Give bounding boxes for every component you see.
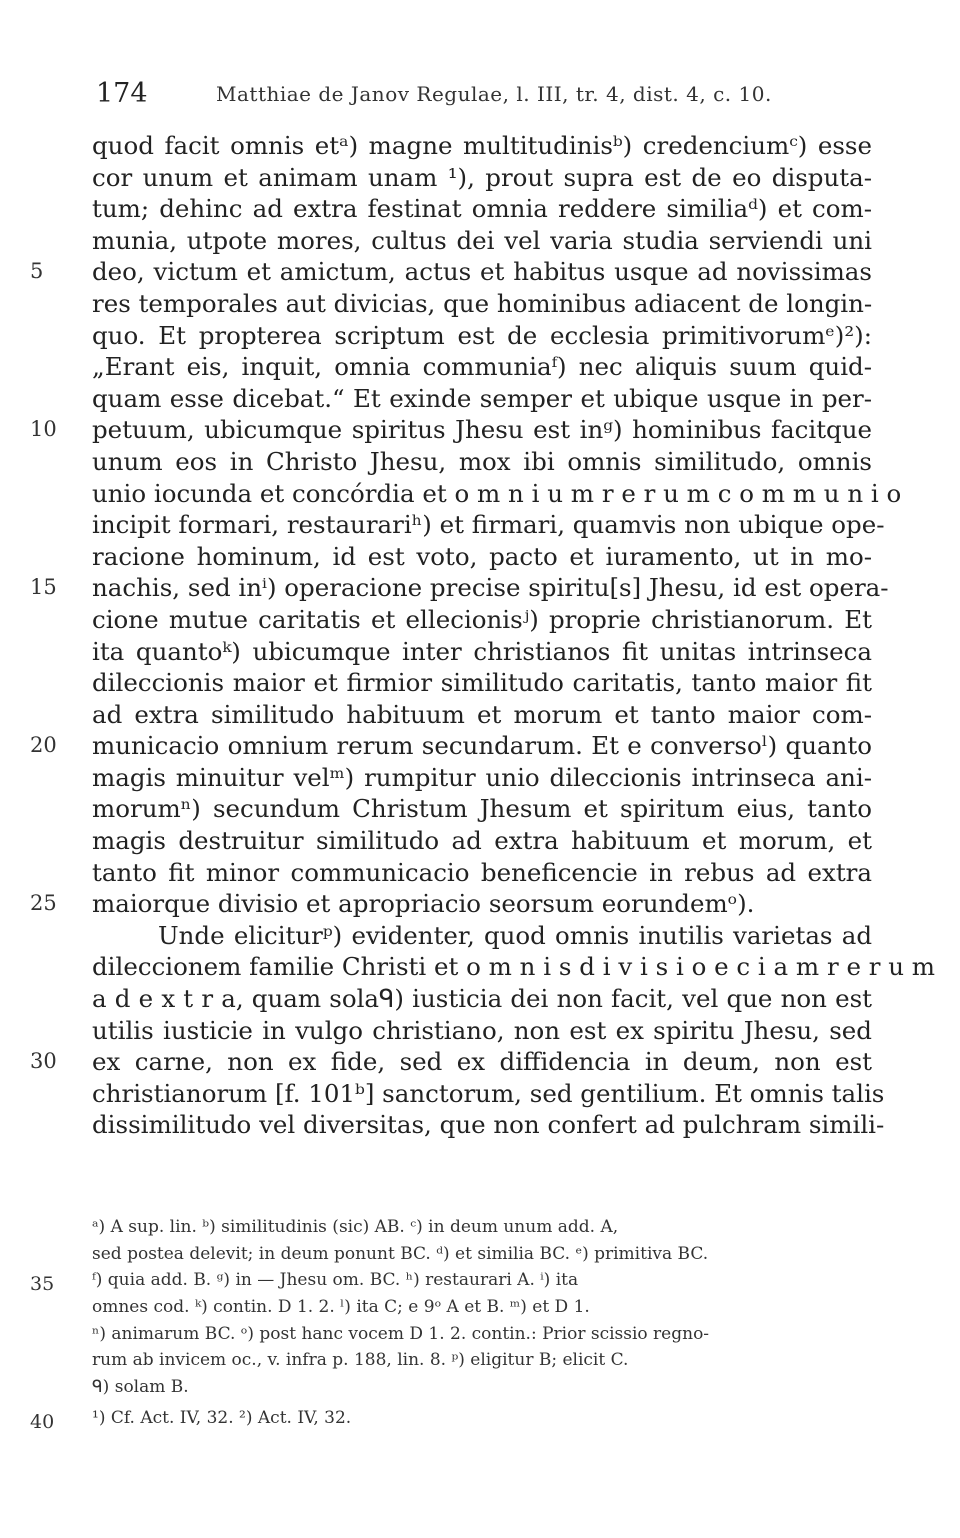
text-line	[92, 509, 885, 541]
line-text: maiorque divisio et apropriacio seorsum eorundemᵒ).	[92, 889, 755, 919]
text-line	[92, 762, 872, 794]
footnote-line	[92, 1241, 872, 1268]
line-number: 40	[30, 1410, 55, 1433]
footnote-line	[92, 1294, 872, 1321]
line-text: cor unum et animam unam ¹), prout supra est de eo disputa-	[92, 162, 872, 192]
footnote-text: ᵃ) A sup. lin. ᵇ) similitudinis (sic) AB. ᶜ) in deum unum add. A,	[92, 1217, 619, 1237]
text-line	[92, 857, 872, 889]
line-text: res temporales aut divicias, que hominibus adiacent de longin-	[92, 288, 873, 318]
line-number: 5	[30, 259, 44, 284]
footnote-line	[92, 1374, 872, 1401]
text-line	[92, 288, 872, 320]
line-text: quod facit omnis etᵃ) magne multitudinisᵇ) credenciumᶜ) esse	[92, 131, 872, 160]
line-number: 15	[30, 575, 57, 600]
line-text: quo. Et propterea scriptum est de ecclesia primitivorumᵉ)²):	[92, 320, 872, 350]
line-text: morumⁿ) secundum Christum Jhesum et spiritum eius, tanto	[92, 794, 872, 824]
text-line	[92, 225, 872, 257]
text-line	[92, 951, 936, 983]
line-text: a d e x t r a, quam solaᑫ) iusticia dei non facit, vel que non est	[92, 984, 872, 1014]
text-line	[92, 383, 872, 415]
footnote-text: omnes cod. ᵏ) contin. D 1. 2. ˡ) ita C; e 9ᵒ A et B. ᵐ) et D 1.	[92, 1297, 590, 1318]
text-line	[30, 256, 872, 288]
footnote-text: ¹) Cf. Act. IV, 32. ²) Act. IV, 32.	[92, 1407, 352, 1428]
text-line	[92, 193, 872, 225]
line-text: cione mutue caritatis et ellecionisʲ) proprie christianorum. Et	[92, 604, 872, 634]
text-line	[92, 636, 872, 668]
text-line	[92, 320, 872, 352]
footnote-text: ᶠ) quia add. B. ᵍ) in — Jhesu om. BC. ʰ) restaurari A. ⁱ) ita	[92, 1270, 579, 1291]
line-text: tanto fit minor communicacio beneficencie in rebus ad extra	[92, 857, 872, 887]
text-line	[92, 793, 872, 825]
line-text: utilis iusticie in vulgo christiano, non est ex spiritu Jhesu, sed	[92, 1015, 872, 1045]
line-text: incipit formari, restaurariʰ) et firmari, quamvis non ubique ope-	[92, 510, 885, 540]
footnote-line	[92, 1347, 872, 1374]
line-text: ad extra similitudo habituum et morum et tanto maior com-	[92, 699, 872, 729]
text-line	[30, 572, 889, 604]
line-text: ex carne, non ex fide, sed ex diffidencia in deum, non est	[92, 1047, 872, 1077]
line-text: tum; dehinc ad extra festinat omnia reddere similiaᵈ) et com-	[92, 194, 872, 224]
line-text: unio iocunda et concórdia et o m n i u m r e r u m c o m m u n i o	[92, 478, 902, 508]
running-head: Matthiae de Janov Regulae, l. III, tr. 4, dist. 4, c. 10.	[216, 82, 772, 106]
footnote-text: ⁿ) animarum BC. ᵒ) post hanc vocem D 1. 2. contin.: Prior scissio regno-	[92, 1323, 710, 1344]
text-line	[30, 1046, 872, 1078]
text-line	[92, 541, 872, 573]
footnote-text: rum ab invicem oc., v. infra p. 188, lin. 8. ᵖ) eligitur B; elicit C.	[92, 1350, 629, 1371]
line-text: munia, utpote mores, cultus dei vel varia studia serviendi uni	[92, 225, 872, 255]
text-line	[92, 130, 872, 162]
text-line	[92, 920, 872, 952]
line-text: dileccionis maior et firmior similitudo caritatis, tanto maior fit	[92, 668, 872, 698]
line-text: unum eos in Christo Jhesu, mox ibi omnis similitudo, omnis	[92, 446, 872, 476]
page-number: 174	[96, 78, 148, 109]
footnote-line	[30, 1405, 872, 1433]
line-text: petuum, ubicumque spiritus Jhesu est inᵍ) hominibus facitque	[92, 415, 872, 445]
text-line	[92, 1078, 885, 1110]
text-line	[92, 983, 872, 1015]
text-line	[92, 1109, 885, 1141]
text-line	[92, 351, 872, 383]
text-line	[92, 604, 872, 636]
line-text: ita quantoᵏ) ubicumque inter christianos fit unitas intrinseca	[92, 636, 872, 666]
line-text: nachis, sed inⁱ) operacione precise spiritu[s] Jhesu, id est opera-	[92, 573, 889, 603]
footnote-line	[92, 1321, 872, 1348]
line-text: magis destruitur similitudo ad extra habituum et morum, et	[92, 826, 872, 856]
line-number: 25	[30, 891, 57, 916]
line-text: municacio omnium rerum secundarum. Et e conversoˡ) quanto	[92, 731, 872, 761]
line-text: christianorum [f. 101ᵇ] sanctorum, sed gentilium. Et omnis talis	[92, 1078, 885, 1108]
footnote-text: ᑫ) solam B.	[92, 1377, 189, 1398]
text-line	[30, 730, 872, 762]
line-text: dileccionem familie Christi et o m n i s d i v i s i o e c i a m r e r u m	[92, 952, 936, 982]
footnote-line	[92, 1214, 872, 1241]
line-number: 10	[30, 417, 57, 442]
text-line	[30, 414, 872, 446]
line-number: 30	[30, 1049, 57, 1074]
line-text: racione hominum, id est voto, pacto et iuramento, ut in mo-	[92, 541, 872, 571]
text-line	[92, 699, 872, 731]
page-header	[96, 78, 876, 118]
text-line	[92, 825, 872, 857]
text-line	[30, 888, 872, 920]
text-line	[92, 1015, 872, 1047]
text-line	[92, 478, 902, 510]
line-text: „Erant eis, inquit, omnia communiaᶠ) nec aliquis suum quid-	[92, 352, 872, 382]
text-line	[92, 667, 872, 699]
text-line	[92, 162, 872, 194]
footnote-line	[30, 1267, 872, 1296]
line-number: 35	[30, 1273, 55, 1296]
line-text: Unde eliciturᵖ) evidenter, quod omnis inutilis varietas ad	[158, 920, 872, 950]
text-line	[92, 446, 872, 478]
main-text	[30, 130, 936, 1141]
line-text: deo, victum et amictum, actus et habitus usque ad novissimas	[92, 257, 872, 287]
footnotes	[30, 1214, 872, 1433]
line-text: quam esse dicebat.“ Et exinde semper et ubique usque in per-	[92, 383, 872, 413]
line-text: dissimilitudo vel diversitas, que non confert ad pulchram simili-	[92, 1110, 885, 1140]
line-number: 20	[30, 733, 57, 758]
footnote-text: sed postea delevit; in deum ponunt BC. ᵈ) et similia BC. ᵉ) primitiva BC.	[92, 1243, 709, 1264]
line-text: magis minuitur velᵐ) rumpitur unio dileccionis intrinseca ani-	[92, 762, 872, 792]
